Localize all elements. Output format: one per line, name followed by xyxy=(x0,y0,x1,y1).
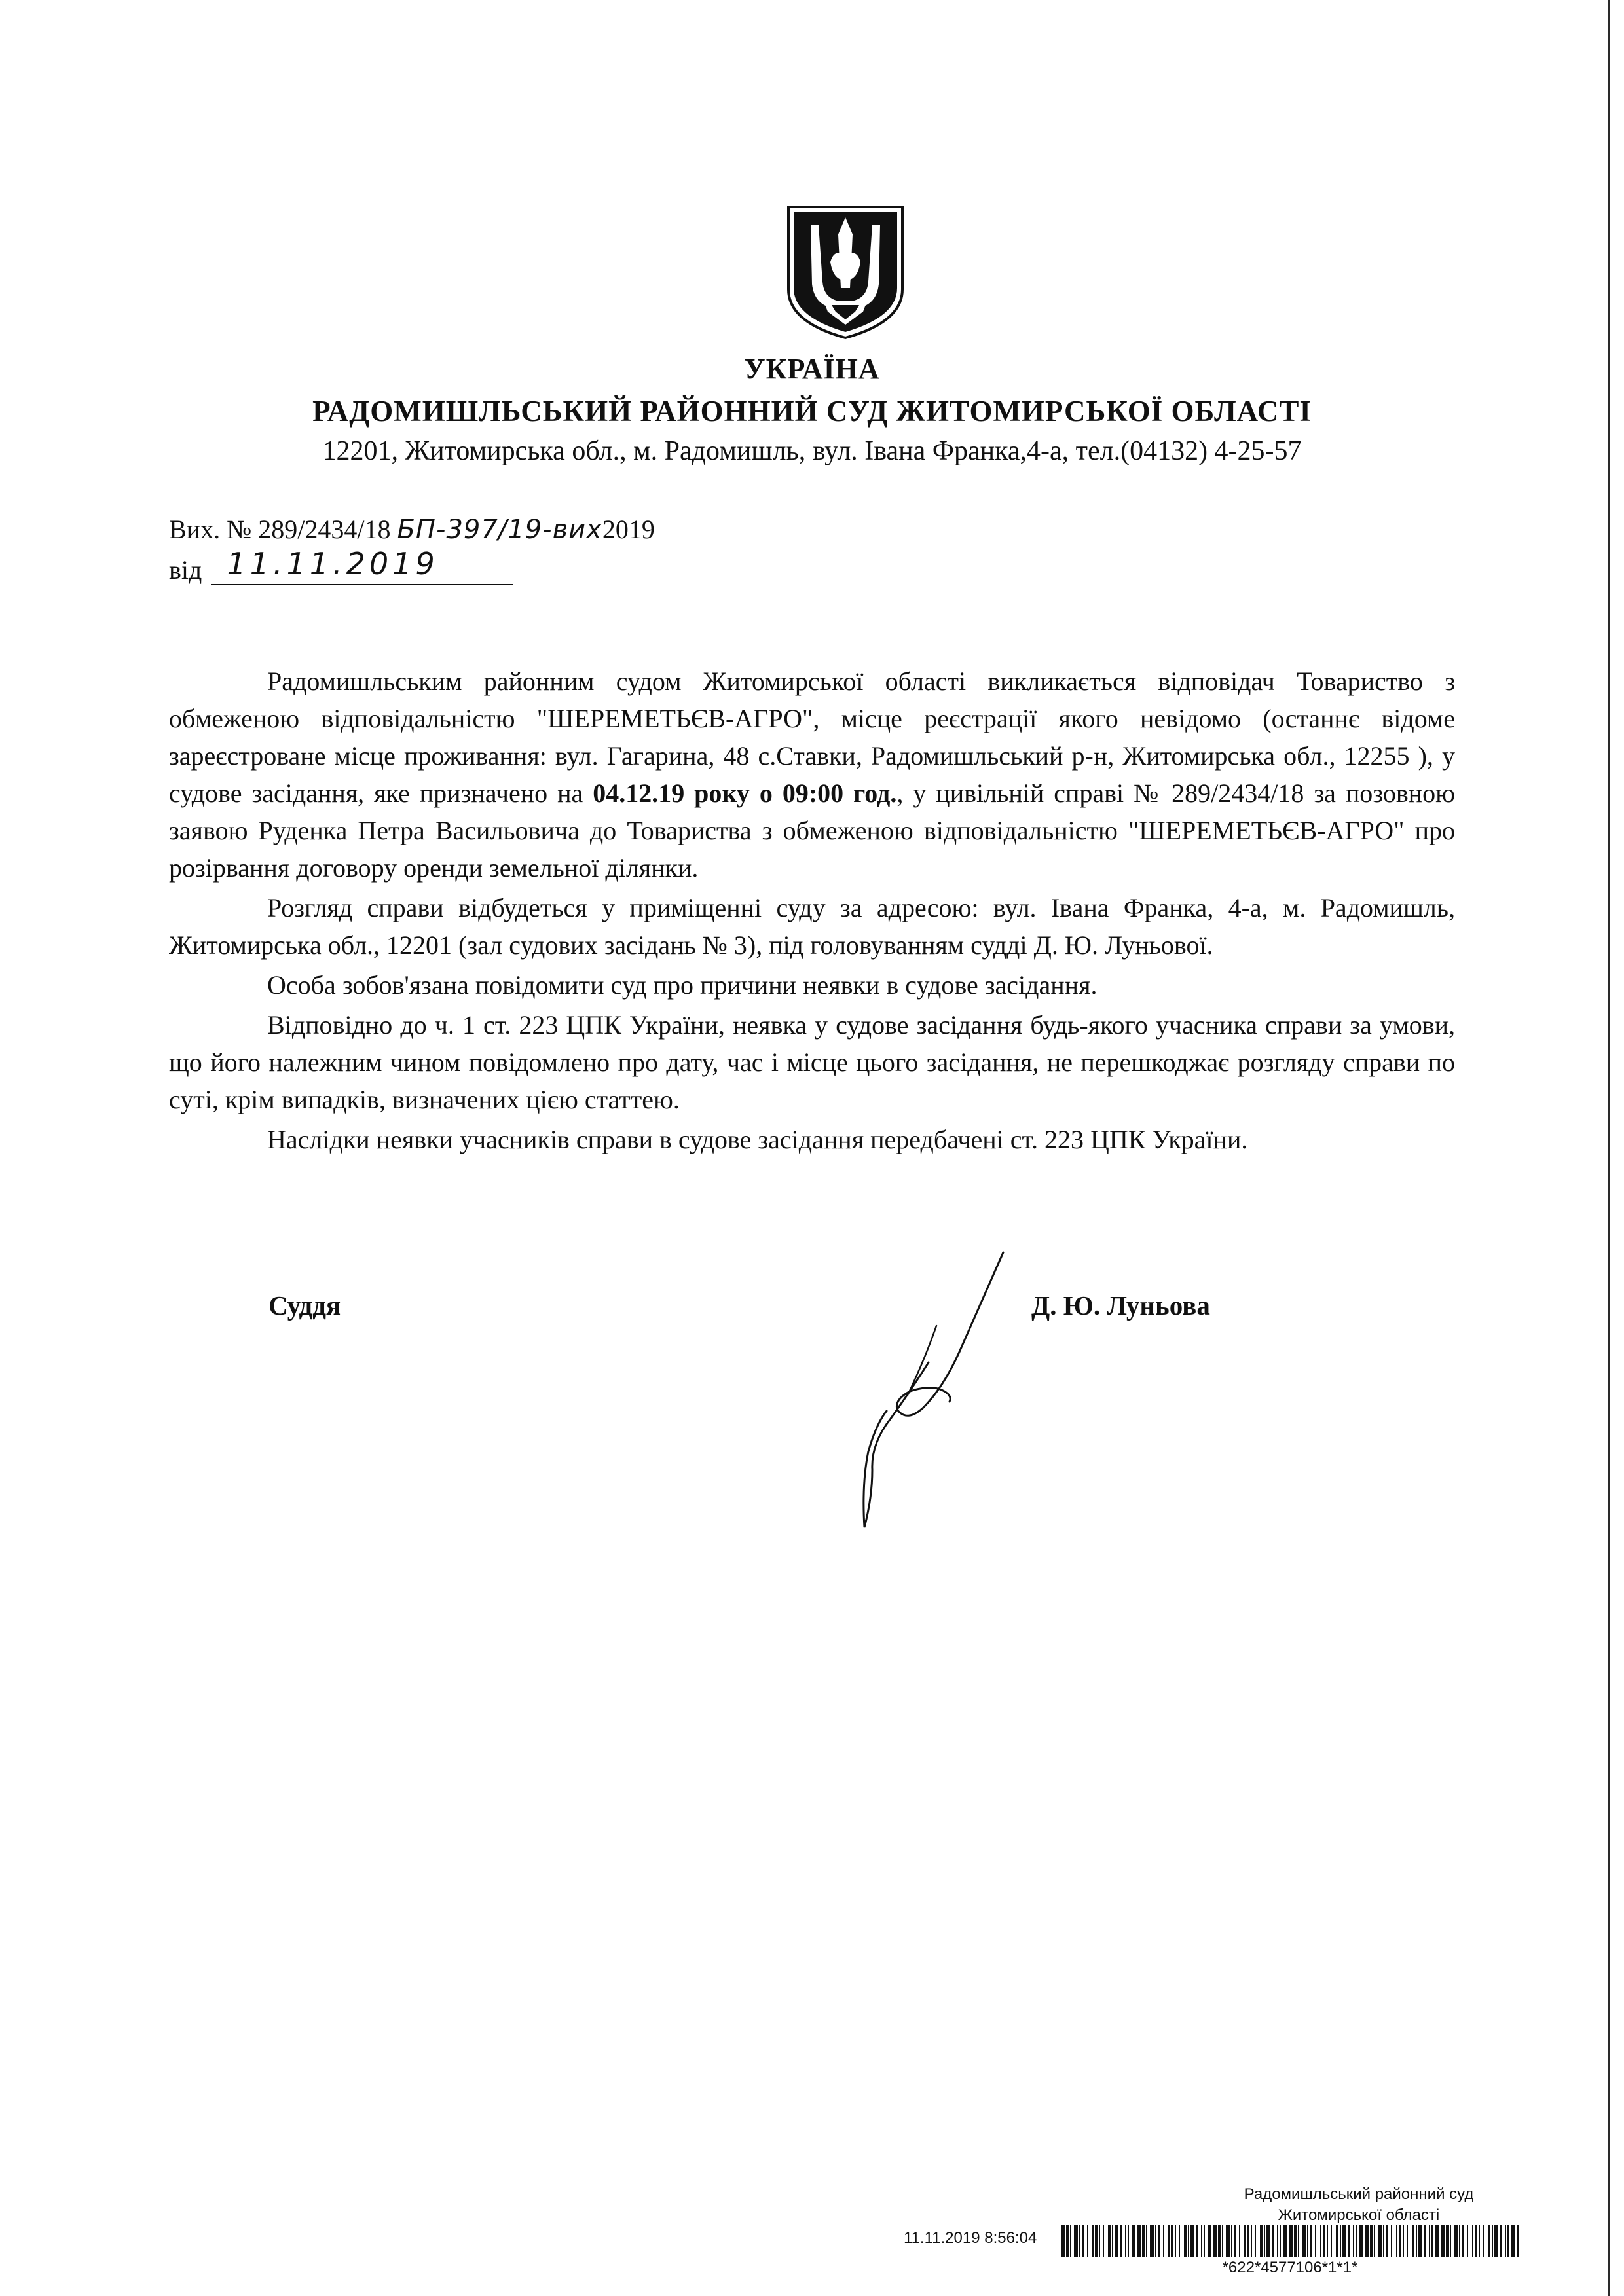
barcode-bar xyxy=(1103,2225,1104,2257)
barcode-bar xyxy=(1239,2225,1240,2257)
barcode-bar xyxy=(1302,2225,1306,2257)
barcode-bar xyxy=(1342,2225,1346,2257)
country-heading: УКРАЇНА xyxy=(744,353,880,385)
barcode-bar xyxy=(1264,2225,1265,2257)
barcode-bar xyxy=(1146,2225,1147,2257)
stamp-court-region: Житомирської області xyxy=(1278,2206,1440,2224)
barcode-bar xyxy=(1365,2225,1369,2257)
barcode-bar xyxy=(1298,2225,1299,2257)
barcode-bar xyxy=(1435,2225,1439,2257)
barcode-bar xyxy=(1260,2225,1263,2257)
barcode-bar xyxy=(1475,2225,1477,2257)
barcode-bar xyxy=(1070,2225,1071,2257)
barcode-bar xyxy=(1418,2225,1422,2257)
barcode-bar xyxy=(1407,2225,1408,2257)
barcode-bar xyxy=(1208,2225,1211,2257)
barcode-bar xyxy=(1323,2225,1325,2257)
barcode-bar xyxy=(1150,2225,1154,2257)
barcode-bar xyxy=(1507,2225,1509,2257)
barcode-bar xyxy=(1307,2225,1308,2257)
barcode-bar xyxy=(1511,2225,1515,2257)
barcode-bar xyxy=(1399,2225,1401,2257)
barcode-bar xyxy=(1479,2225,1480,2257)
barcode-bar xyxy=(1163,2225,1164,2257)
barcode-bar xyxy=(1188,2225,1189,2257)
barcode-bar xyxy=(1168,2225,1170,2257)
barcode-bar xyxy=(1196,2225,1198,2257)
barcode-bar xyxy=(1218,2225,1221,2257)
barcode-bar xyxy=(1353,2225,1354,2257)
barcode-bar xyxy=(1171,2225,1173,2257)
barcode-bar xyxy=(1403,2225,1404,2257)
barcode-bar xyxy=(1494,2225,1498,2257)
paragraph-venue: Розгляд справи відбудеться у приміщенні суду за адресою: вул. Івана Франка, 4-а, м. Радомишль, Житомирська обл., 12201 (зал судових засідань № 3), під головуванням судді Д. Ю. Луньової. xyxy=(169,893,1455,960)
barcode-bar xyxy=(1128,2225,1129,2257)
summons-body xyxy=(169,663,1455,1158)
handwritten-date: 11.11.2019 xyxy=(227,546,439,581)
barcode-bar xyxy=(1356,2225,1357,2257)
outgoing-number-prefix: Вих. № 289/2434/18 xyxy=(169,515,391,544)
judge-name: Д. Ю. Луньова xyxy=(1031,1290,1210,1321)
barcode-bar xyxy=(1505,2225,1506,2257)
scan-edge-line xyxy=(1608,0,1610,2296)
barcode-bar xyxy=(1454,2225,1458,2257)
handwritten-signature xyxy=(845,1247,1041,1529)
stamp-court-name: Радомишльський районний суд xyxy=(1244,2185,1474,2203)
barcode-bar xyxy=(1370,2225,1373,2257)
barcode-bar xyxy=(1137,2225,1141,2257)
barcode-bar xyxy=(1416,2225,1417,2257)
barcode-bar xyxy=(1359,2225,1363,2257)
barcode-bar xyxy=(1488,2225,1490,2257)
barcode-bar xyxy=(1462,2225,1464,2257)
barcode-bar xyxy=(1108,2225,1111,2257)
barcode-bar xyxy=(1517,2225,1519,2257)
barcode-bar xyxy=(1391,2225,1392,2257)
barcode-bar xyxy=(1190,2225,1194,2257)
barcode-bar xyxy=(1277,2225,1278,2257)
barcode-bar xyxy=(1082,2225,1084,2257)
barcode-bar xyxy=(1222,2225,1223,2257)
barcode-bar xyxy=(1327,2225,1328,2257)
barcode-bar xyxy=(1412,2225,1414,2257)
barcode-bar xyxy=(1112,2225,1113,2257)
handwritten-outgoing-number: БП-397/19-вих xyxy=(397,515,602,545)
barcode-bar xyxy=(1320,2225,1321,2257)
barcode-bar xyxy=(1061,2225,1065,2257)
paragraph-legal-basis: Відповідно до ч. 1 ст. 223 ЦПК України, неявка у судове засідання будь-якого учасника справи за умови, що його належним чином повідомлено про дату, час і місце цього засідання, не перешкоджає розгляду справи по суті, крім випадків, визначених цією статтею. xyxy=(169,1010,1455,1114)
barcode-bar xyxy=(1184,2225,1187,2257)
barcode-bar xyxy=(1289,2225,1293,2257)
barcode-bar xyxy=(1099,2225,1100,2257)
outgoing-date xyxy=(169,546,513,585)
outgoing-date-prefix: від xyxy=(169,555,202,585)
barcode-bar xyxy=(1472,2225,1473,2257)
barcode-bar xyxy=(1079,2225,1080,2257)
barcode-bar xyxy=(1120,2225,1122,2257)
barcode-bar xyxy=(1244,2225,1246,2257)
barcode-bar xyxy=(1066,2225,1069,2257)
barcode-bar xyxy=(1283,2225,1287,2257)
barcode-bar xyxy=(1483,2225,1484,2257)
barcode-bar xyxy=(1294,2225,1297,2257)
barcode-bar xyxy=(1201,2225,1202,2257)
barcode-bar xyxy=(1204,2225,1205,2257)
date-underline xyxy=(211,546,513,585)
barcode-bar xyxy=(1424,2225,1426,2257)
barcode xyxy=(1061,2225,1519,2257)
paragraph-obligation: Особа зобов'язана повідомити суд про причини неявки в судове засідання. xyxy=(267,970,1098,1000)
barcode-bar xyxy=(1125,2225,1126,2257)
barcode-bar xyxy=(1179,2225,1180,2257)
barcode-bar xyxy=(1272,2225,1274,2257)
outgoing-number xyxy=(169,514,655,545)
barcode-bar xyxy=(1247,2225,1249,2257)
barcode-bar xyxy=(1226,2225,1230,2257)
barcode-bar xyxy=(1132,2225,1135,2257)
barcode-bar xyxy=(1429,2225,1430,2257)
barcode-bar xyxy=(1378,2225,1382,2257)
barcode-bar xyxy=(1340,2225,1341,2257)
barcode-bar xyxy=(1213,2225,1217,2257)
barcode-bar xyxy=(1396,2225,1397,2257)
barcode-bar xyxy=(1115,2225,1118,2257)
barcode-bar xyxy=(1095,2225,1098,2257)
paragraph-summons-case: , у цивільній справі № 289/2434/18 за позовною заявою Руденка Петра Васильовича до Товариства з обмеженою відповідальністю "ШЕРЕМЕТЬЄВ-АГРО" про розірвання договору оренди земельної ділянки. xyxy=(169,778,1456,883)
court-address: 12201, Житомирська обл., м. Радомишль, вул. Івана Франка,4-а, тел.(04132) 4-25-57 xyxy=(322,436,1302,466)
barcode-bar xyxy=(1348,2225,1350,2257)
barcode-bar xyxy=(1446,2225,1449,2257)
barcode-bar xyxy=(1450,2225,1451,2257)
barcode-bar xyxy=(1074,2225,1078,2257)
barcode-bar xyxy=(1251,2225,1252,2257)
barcode-bar xyxy=(1441,2225,1445,2257)
barcode-bar xyxy=(1266,2225,1270,2257)
barcode-bar xyxy=(1336,2225,1338,2257)
barcode-bar xyxy=(1459,2225,1460,2257)
barcode-bar xyxy=(1231,2225,1232,2257)
barcode-bar xyxy=(1500,2225,1502,2257)
court-name-heading: РАДОМИШЛЬСЬКИЙ РАЙОННИЙ СУД ЖИТОМИРСЬКОЇ ОБЛАСТІ xyxy=(312,395,1312,428)
barcode-bar xyxy=(1331,2225,1332,2257)
paragraph-summons xyxy=(169,663,1455,886)
barcode-bar xyxy=(1234,2225,1236,2257)
trident-emblem-icon xyxy=(784,203,906,340)
barcode-bar xyxy=(1374,2225,1375,2257)
barcode-bar xyxy=(1492,2225,1493,2257)
hearing-datetime: 04.12.19 року о 09:00 год. xyxy=(593,778,897,808)
paragraph-summons-text: Радомишльським районним судом Житомирської області викликається відповідач Товариство з обмеженою відповідальністю "ШЕРЕМЕТЬЄВ-АГРО", місце реєстрації якого невідомо (останнє відоме зареєстроване місце проживання: вул. Гагарина, 48 с.Ставки, Радомишльський р-н, Житомирська обл., 12255 ), у судове засідання, яке призначено на xyxy=(169,666,1455,808)
barcode-number: *622*4577106*1*1* xyxy=(1222,2259,1358,2276)
stamp-datetime: 11.11.2019 8:56:04 xyxy=(904,2229,1037,2247)
paragraph-consequences: Наслідки неявки учасників справи в судове засідання передбачені ст. 223 ЦПК України. xyxy=(267,1125,1248,1154)
barcode-bar xyxy=(1255,2225,1256,2257)
judge-label: Суддя xyxy=(268,1290,341,1321)
barcode-bar xyxy=(1383,2225,1384,2257)
barcode-bar xyxy=(1431,2225,1433,2257)
barcode-bar xyxy=(1087,2225,1088,2257)
barcode-bar xyxy=(1092,2225,1094,2257)
barcode-bar xyxy=(1142,2225,1145,2257)
barcode-bar xyxy=(1175,2225,1176,2257)
barcode-bar xyxy=(1158,2225,1160,2257)
barcode-bar xyxy=(1386,2225,1388,2257)
outgoing-number-year: 2019 xyxy=(602,515,655,544)
barcode-bar xyxy=(1310,2225,1312,2257)
barcode-bar xyxy=(1315,2225,1316,2257)
barcode-bar xyxy=(1280,2225,1281,2257)
barcode-bar xyxy=(1467,2225,1468,2257)
barcode-bar xyxy=(1155,2225,1156,2257)
